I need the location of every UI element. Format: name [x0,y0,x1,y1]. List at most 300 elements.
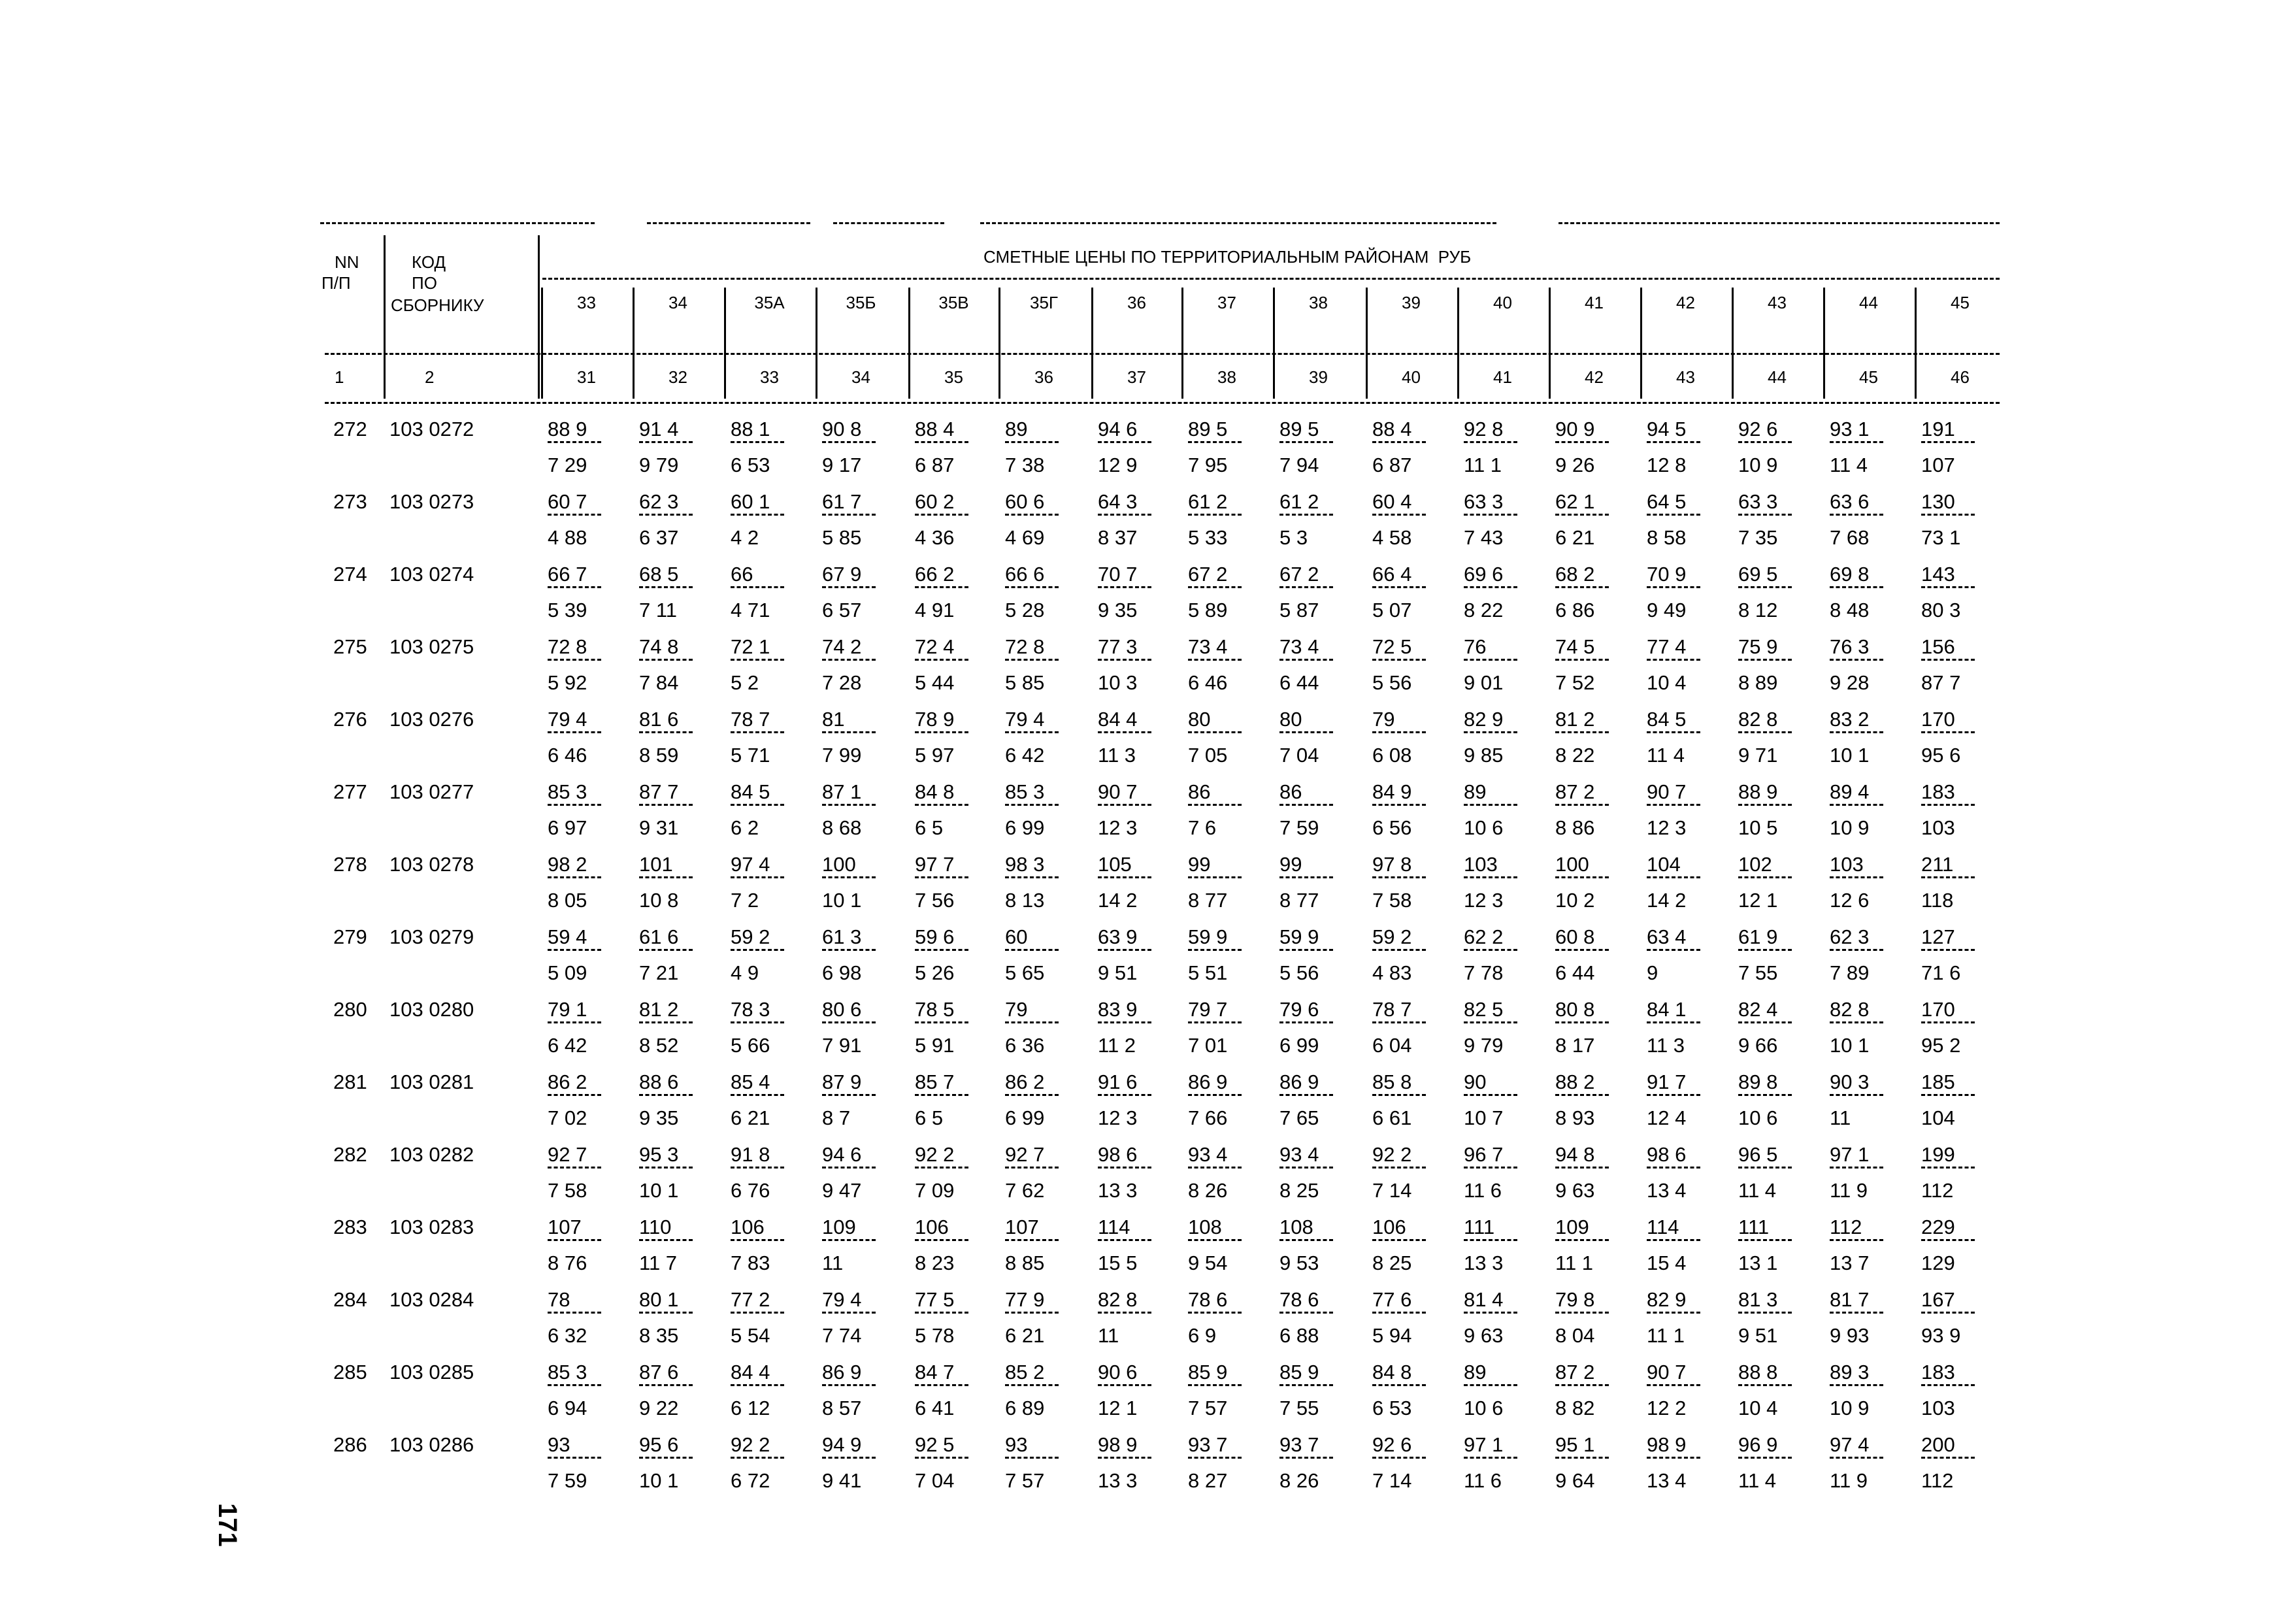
table-cell: 111 [1464,1216,1495,1238]
table-cell: 11 4 [1830,453,1868,476]
cell-underline [731,514,784,516]
cell-underline [1738,876,1792,878]
table-cell: 8 23 [915,1251,955,1274]
table-cell: 92 6 [1738,418,1778,440]
cell-underline [1464,804,1517,806]
table-cell: 98 2 [548,853,587,876]
cell-underline [1555,876,1609,878]
table-cell: 63 9 [1098,925,1138,948]
index-cell: 31 [577,367,596,387]
table-cell: 101 [639,853,673,876]
table-cell: 82 9 [1464,708,1504,731]
table-cell: 103 [1830,853,1864,876]
cell-underline [1279,731,1333,733]
table-cell: 85 2 [1005,1361,1045,1384]
row-code: 103 0281 [389,1070,474,1093]
table-cell: 11 9 [1830,1178,1868,1202]
table-cell: 94 6 [822,1143,862,1166]
table-cell: 82 9 [1647,1288,1687,1311]
table-cell: 108 [1188,1216,1222,1238]
table-cell: 62 2 [1464,925,1504,948]
table-cell: 10 8 [639,888,679,912]
region-column-header: 35Г [1030,293,1058,312]
row-code: 103 0280 [389,998,474,1021]
group-title: СМЕТНЫЕ ЦЕНЫ ПО ТЕРРИТОРИАЛЬНЫМ РАЙОНАМ РУБ [983,247,1472,267]
table-cell: 8 57 [822,1396,862,1419]
table-cell: 111 [1738,1216,1770,1238]
table-cell: 11 4 [1738,1178,1777,1202]
cell-underline [1830,659,1883,661]
cell-underline [1098,731,1151,733]
cell-underline [1098,586,1151,588]
region-column-header: 36 [1127,293,1146,312]
table-cell: 9 63 [1464,1323,1504,1347]
table-cell: 86 9 [1279,1070,1319,1093]
cell-underline [1188,731,1242,733]
table-cell: 5 09 [548,961,587,984]
cell-underline [1005,1384,1059,1386]
table-cell: 97 7 [915,853,955,876]
row-code: 103 0284 [389,1288,474,1311]
table-cell: 78 7 [1372,998,1412,1021]
table-cell: 86 [1188,780,1211,803]
table-cell: 7 14 [1372,1178,1412,1202]
table-cell: 5 56 [1372,671,1412,694]
table-cell: 6 94 [548,1396,587,1419]
table-cell: 5 78 [915,1323,955,1347]
table-cell: 61 2 [1279,490,1319,513]
table-cell: 7 57 [1188,1396,1228,1419]
table-cell: 5 44 [915,671,955,694]
table-cell: 6 88 [1279,1323,1319,1347]
table-cell: 112 [1830,1216,1862,1238]
cell-underline [1372,1167,1426,1168]
cell-underline [1830,876,1883,878]
cell-underline [1830,949,1883,951]
table-cell: 10 9 [1738,453,1778,476]
table-cell: 11 3 [1098,743,1136,767]
table-cell: 88 4 [1372,418,1412,440]
cell-underline [1738,1167,1792,1168]
table-cell: 81 2 [639,998,679,1021]
table-cell: 78 7 [731,708,770,731]
cell-underline [1188,1312,1242,1314]
table-cell: 93 [1005,1433,1028,1456]
table-cell: 6 76 [731,1178,770,1202]
table-cell: 72 1 [731,635,770,658]
cell-underline [1921,1239,1975,1241]
cell-underline [1005,731,1059,733]
table-cell: 89 4 [1830,780,1870,803]
table-cell: 79 8 [1555,1288,1595,1311]
table-cell: 82 5 [1464,998,1504,1021]
row-code: 103 0285 [389,1361,474,1384]
index-cell: 37 [1127,367,1146,387]
top-rule [320,222,595,224]
table-cell: 75 9 [1738,635,1778,658]
cell-underline [639,949,693,951]
cell-underline [1464,1239,1517,1241]
table-cell: 5 2 [731,671,759,694]
table-cell: 6 46 [548,743,587,767]
cell-underline [915,586,968,588]
table-cell: 6 44 [1279,671,1319,694]
cell-underline [1921,949,1975,951]
cell-underline [822,876,876,878]
table-cell: 92 5 [915,1433,955,1456]
table-cell: 5 94 [1372,1323,1412,1347]
cell-underline [1464,1312,1517,1314]
table-cell: 59 6 [915,925,955,948]
table-cell: 10 6 [1738,1106,1778,1129]
table-cell: 7 55 [1279,1396,1319,1419]
table-cell: 63 4 [1647,925,1687,948]
table-cell: 106 [915,1216,949,1238]
table-cell: 6 04 [1372,1033,1412,1057]
table-cell: 80 1 [639,1288,679,1311]
table-cell: 62 1 [1555,490,1595,513]
cell-underline [915,1457,968,1459]
table-cell: 66 4 [1372,563,1412,586]
table-cell: 7 43 [1464,525,1504,549]
table-cell: 103 [1921,816,1955,839]
table-cell: 11 7 [639,1251,678,1274]
cell-underline [548,1312,601,1314]
region-column-header: 35В [938,293,969,312]
table-cell: 11 6 [1464,1468,1502,1492]
cell-underline [1464,731,1517,733]
table-cell: 8 05 [548,888,587,912]
table-cell: 6 9 [1188,1323,1217,1347]
cell-underline [1647,586,1700,588]
table-cell: 85 9 [1279,1361,1319,1384]
cell-underline [1005,804,1059,806]
cell-underline [1647,949,1700,951]
table-cell: 90 9 [1555,418,1595,440]
cell-underline [1464,1384,1517,1386]
table-cell: 72 4 [915,635,955,658]
cell-underline [1464,659,1517,661]
table-cell: 80 6 [822,998,862,1021]
table-cell: 8 26 [1188,1178,1228,1202]
index-cell: 34 [851,367,870,387]
table-cell: 7 05 [1188,743,1228,767]
table-cell: 96 7 [1464,1143,1504,1166]
table-cell: 67 2 [1279,563,1319,586]
table-cell: 105 [1098,853,1132,876]
row-code: 103 0277 [389,780,474,803]
table-cell: 84 8 [1372,1361,1412,1384]
table-cell: 6 2 [731,816,759,839]
table-cell: 8 93 [1555,1106,1595,1129]
table-cell: 93 7 [1188,1433,1228,1456]
table-cell: 6 21 [1555,525,1595,549]
cell-underline [1005,659,1059,661]
cell-underline [1647,1312,1700,1314]
table-cell: 5 54 [731,1323,770,1347]
table-cell: 107 [1005,1216,1039,1238]
top-rule [833,222,944,224]
table-cell: 7 35 [1738,525,1778,549]
table-cell: 9 41 [822,1468,862,1492]
row-number: 274 [333,563,367,586]
table-cell: 84 7 [915,1361,955,1384]
cell-underline [1372,1384,1426,1386]
table-cell: 92 7 [548,1143,587,1166]
table-cell: 97 1 [1464,1433,1504,1456]
row-code: 103 0273 [389,490,474,513]
cell-underline [1279,441,1333,443]
table-cell: 7 11 [639,598,678,621]
cell-underline [548,1094,601,1096]
table-cell: 10 1 [1830,1033,1870,1057]
cell-underline [1555,1021,1609,1023]
table-cell: 6 36 [1005,1033,1045,1057]
region-column-header: 40 [1493,293,1512,312]
cell-underline [1647,1239,1700,1241]
table-cell: 5 65 [1005,961,1045,984]
cell-underline [548,876,601,878]
cell-underline [1738,659,1792,661]
cell-underline [731,876,784,878]
cell-underline [731,1384,784,1386]
table-cell: 14 2 [1647,888,1687,912]
table-cell: 98 3 [1005,853,1045,876]
table-cell: 59 2 [1372,925,1412,948]
table-cell: 62 3 [1830,925,1870,948]
cell-underline [1921,1167,1975,1168]
table-cell: 11 [1098,1323,1119,1347]
table-cell: 10 1 [1830,743,1870,767]
table-cell: 90 3 [1830,1070,1870,1093]
cell-underline [1738,1021,1792,1023]
cell-underline [1830,586,1883,588]
table-cell: 77 2 [731,1288,770,1311]
table-cell: 12 3 [1098,1106,1138,1129]
table-cell: 9 54 [1188,1251,1228,1274]
cell-underline [915,949,968,951]
cell-underline [1279,586,1333,588]
table-cell: 73 1 [1921,525,1961,549]
index-cell: 1 [335,367,344,387]
region-column-header: 35Б [846,293,876,312]
region-column-header: 33 [577,293,596,312]
table-cell: 7 6 [1188,816,1217,839]
cell-underline [1098,659,1151,661]
table-cell: 87 2 [1555,1361,1595,1384]
top-rule [980,222,1496,224]
table-cell: 8 22 [1464,598,1504,621]
cell-underline [1372,1021,1426,1023]
table-cell: 64 5 [1647,490,1687,513]
table-cell: 84 9 [1372,780,1412,803]
table-cell: 7 95 [1188,453,1228,476]
cell-underline [1555,1167,1609,1168]
table-cell: 64 3 [1098,490,1138,513]
table-cell: 11 4 [1738,1468,1777,1492]
table-cell: 91 6 [1098,1070,1138,1093]
table-cell: 5 26 [915,961,955,984]
table-cell: 66 [731,563,753,586]
table-cell: 92 2 [915,1143,955,1166]
cell-underline [548,731,601,733]
table-cell: 88 4 [915,418,955,440]
table-cell: 7 65 [1279,1106,1319,1129]
table-cell: 114 [1647,1216,1679,1238]
cell-underline [1830,514,1883,516]
row-number: 281 [333,1070,367,1093]
cell-underline [639,1384,693,1386]
table-cell: 66 6 [1005,563,1045,586]
cell-underline [915,731,968,733]
table-cell: 78 6 [1188,1288,1228,1311]
table-cell: 4 2 [731,525,759,549]
table-cell: 13 4 [1647,1178,1687,1202]
table-cell: 92 2 [731,1433,770,1456]
table-cell: 4 9 [731,961,759,984]
table-cell: 91 4 [639,418,679,440]
table-cell: 9 49 [1647,598,1687,621]
table-cell: 79 6 [1279,998,1319,1021]
table-cell: 88 9 [1738,780,1778,803]
cell-underline [731,659,784,661]
region-column-header: 45 [1951,293,1970,312]
table-cell: 9 28 [1830,671,1870,694]
cell-underline [639,441,693,443]
cell-underline [1830,731,1883,733]
table-cell: 5 87 [1279,598,1319,621]
table-cell: 104 [1921,1106,1955,1129]
cell-underline [1921,1384,1975,1386]
cell-underline [822,586,876,588]
cell-underline [1279,1457,1333,1459]
col-code-label-2: ПО [412,273,437,293]
table-cell: 79 4 [1005,708,1045,731]
table-cell: 89 8 [1738,1070,1778,1093]
table-cell: 7 04 [1279,743,1319,767]
table-cell: 8 52 [639,1033,679,1057]
table-cell: 8 13 [1005,888,1045,912]
cell-underline [915,1239,968,1241]
cell-underline [1005,514,1059,516]
table-cell: 7 56 [915,888,955,912]
table-cell: 89 [1464,780,1487,803]
index-cell: 38 [1217,367,1236,387]
cell-underline [1279,514,1333,516]
table-cell: 84 4 [1098,708,1138,731]
table-cell: 9 01 [1464,671,1504,694]
cell-underline [822,1239,876,1241]
row-number: 272 [333,418,367,440]
table-cell: 59 2 [731,925,770,948]
table-cell: 6 41 [915,1396,955,1419]
table-cell: 7 09 [915,1178,955,1202]
cell-underline [1279,1239,1333,1241]
table-cell: 94 8 [1555,1143,1595,1166]
cell-underline [548,586,601,588]
table-cell: 9 79 [639,453,679,476]
table-cell: 90 6 [1098,1361,1138,1384]
cell-underline [1005,586,1059,588]
cell-underline [639,731,693,733]
cell-underline [639,659,693,661]
table-cell: 98 9 [1098,1433,1138,1456]
cell-underline [548,659,601,661]
index-cell: 42 [1585,367,1604,387]
cell-underline [1005,1167,1059,1168]
table-cell: 13 3 [1464,1251,1504,1274]
cell-underline [1279,949,1333,951]
table-cell: 88 8 [1738,1361,1778,1384]
table-cell: 63 3 [1464,490,1504,513]
cell-underline [1738,1384,1792,1386]
table-cell: 9 51 [1738,1323,1778,1347]
cell-underline [1188,1239,1242,1241]
table-cell: 12 4 [1647,1106,1687,1129]
table-cell: 70 7 [1098,563,1138,586]
table-cell: 86 2 [548,1070,587,1093]
table-cell: 6 42 [548,1033,587,1057]
table-cell: 6 53 [1372,1396,1412,1419]
table-cell: 185 [1921,1070,1955,1093]
table-cell: 5 91 [915,1033,955,1057]
cell-underline [1372,876,1426,878]
table-cell: 77 4 [1647,635,1687,658]
cell-underline [1005,1021,1059,1023]
table-cell: 66 2 [915,563,955,586]
table-cell: 87 9 [822,1070,862,1093]
table-cell: 93 4 [1188,1143,1228,1166]
cell-underline [915,876,968,878]
cell-underline [1372,514,1426,516]
table-cell: 4 91 [915,598,955,621]
cell-underline [731,1167,784,1168]
table-cell: 10 1 [639,1178,679,1202]
table-cell: 129 [1921,1251,1955,1274]
table-cell: 80 8 [1555,998,1595,1021]
table-cell: 103 [1921,1396,1955,1419]
table-cell: 93 1 [1830,418,1870,440]
cell-underline [1188,1094,1242,1096]
cell-underline [1921,659,1975,661]
table-cell: 5 33 [1188,525,1228,549]
cell-underline [1647,1457,1700,1459]
cell-underline [548,949,601,951]
cell-underline [1464,876,1517,878]
cell-underline [1372,586,1426,588]
table-cell: 79 4 [822,1288,862,1311]
table-cell: 7 68 [1830,525,1870,549]
cell-underline [1279,804,1333,806]
table-cell: 81 3 [1738,1288,1778,1311]
col-code-label: КОД [412,252,446,272]
table-cell: 102 [1738,853,1772,876]
table-cell: 118 [1921,888,1954,912]
table-cell: 8 68 [822,816,862,839]
table-cell: 11 9 [1830,1468,1868,1492]
table-cell: 12 9 [1098,453,1138,476]
cell-underline [731,1312,784,1314]
table-cell: 6 57 [822,598,862,621]
table-cell: 6 42 [1005,743,1045,767]
cell-underline [639,1094,693,1096]
row-number: 285 [333,1361,367,1384]
table-cell: 110 [639,1216,672,1238]
cell-underline [731,586,784,588]
cell-underline [1372,1457,1426,1459]
table-cell: 9 66 [1738,1033,1778,1057]
cell-underline [548,1167,601,1168]
